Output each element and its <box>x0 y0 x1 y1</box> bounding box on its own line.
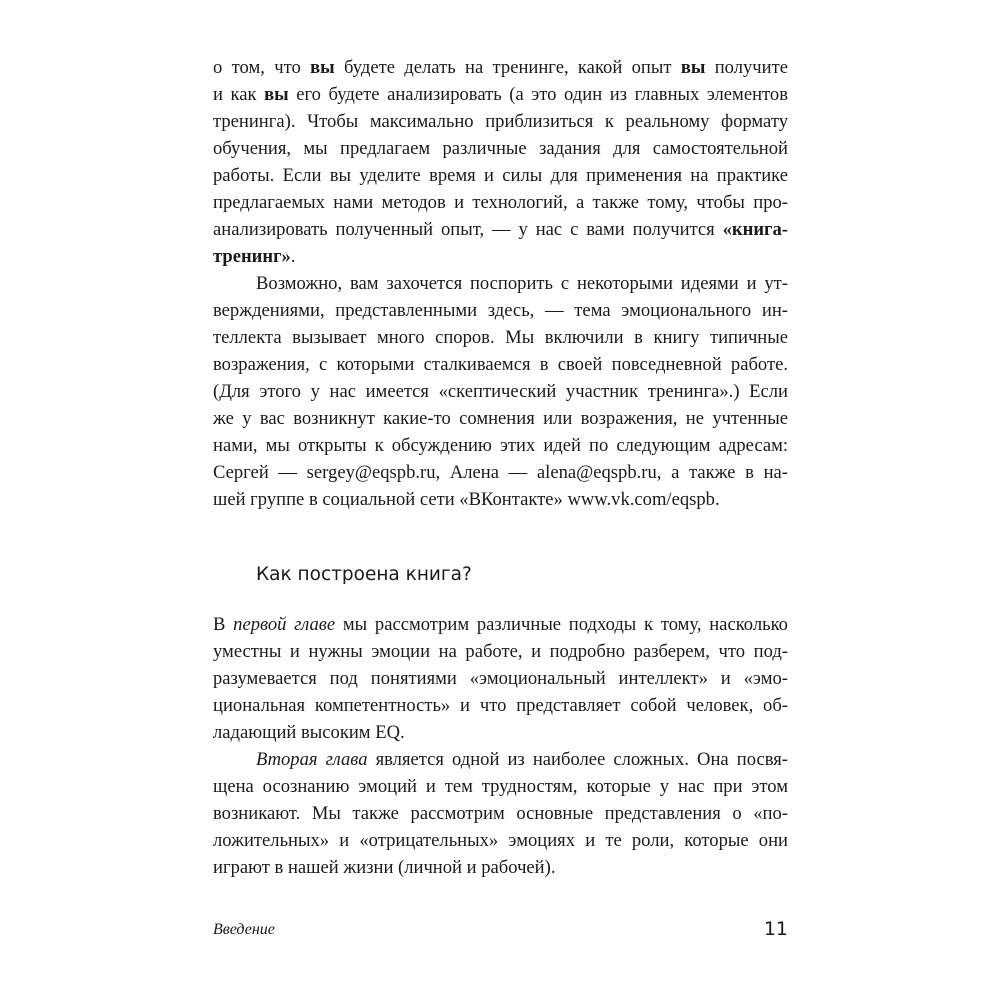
text-line <box>213 243 788 270</box>
text-line <box>213 324 788 351</box>
text-line <box>213 746 788 773</box>
text-line <box>213 351 788 378</box>
text-line <box>213 611 788 638</box>
text-line <box>213 297 788 324</box>
text-line <box>213 189 788 216</box>
text-line <box>213 405 788 432</box>
text-line <box>213 827 788 854</box>
text-run: тренинга). Чтобы максимально приблизиться к реальному формату <box>213 111 788 132</box>
text-line <box>213 81 788 108</box>
text-run: нами, мы открыты к обсуждению этих идей по следующим адресам: <box>213 435 788 456</box>
text-run: анализировать полученный опыт, — у нас с вами получится <box>213 219 723 240</box>
text-run: В <box>213 614 234 635</box>
text-run: разумевается под понятиями «эмоциональный интеллект» и «эмо- <box>213 668 788 689</box>
section-heading: Как построена книга? <box>256 564 472 585</box>
text-run: является одной из наиболее сложных. Она посвя- <box>367 749 788 770</box>
text-run: ладающий высоким EQ. <box>213 722 405 743</box>
text-line <box>213 162 788 189</box>
text-run: обучения, мы предлагаем различные задания для самостоятельной <box>213 138 788 159</box>
text-run: шей группе в социальной сети «ВКонтакте» www.vk.com/eqspb. <box>213 489 720 510</box>
text-line <box>213 800 788 827</box>
text-run: циональная компетентность» и что представляет собой человек, об- <box>213 695 788 716</box>
text-run: щена осознанию эмоций и тем трудностям, которые у нас при этом <box>213 776 788 797</box>
text-run: (Для этого у нас имеется «скептический участник тренинга».) Если <box>213 381 788 402</box>
text-line <box>213 216 788 243</box>
text-line <box>213 135 788 162</box>
bold-text-run: вы <box>310 57 335 78</box>
italic-text-run: Вторая глава <box>256 749 368 770</box>
italic-text-run: первой главе <box>233 614 336 635</box>
text-line <box>213 773 788 800</box>
text-line <box>213 459 788 486</box>
chapters-text-block <box>213 611 788 881</box>
text-run: верждениями, представленными здесь, — тема эмоционального ин- <box>213 300 788 321</box>
text-line <box>213 638 788 665</box>
text-line <box>213 54 788 81</box>
intro-text-block <box>213 54 788 513</box>
text-line <box>213 486 788 513</box>
text-run: теллекта вызывает много споров. Мы включили в книгу типичные <box>213 327 788 348</box>
bold-text-run: «книга- <box>722 219 788 240</box>
text-run: возражения, с которыми сталкиваемся в своей повседневной работе. <box>213 354 788 375</box>
bold-text-run: тренинг» <box>213 246 291 267</box>
text-line <box>213 432 788 459</box>
text-run: Сергей — sergey@eqspb.ru, Алена — alena@eqspb.ru, а также в на- <box>213 462 788 483</box>
text-run: возникают. Мы также рассмотрим основные представления о «по- <box>213 803 788 824</box>
page-number: 11 <box>763 918 788 940</box>
bold-text-run: вы <box>264 84 289 105</box>
text-run: мы рассмотрим различные подходы к тому, насколько <box>335 614 788 635</box>
bold-text-run: вы <box>680 57 706 78</box>
text-run: работы. Если вы уделите время и силы для применения на практике <box>213 165 788 186</box>
text-run: . <box>290 246 296 267</box>
text-run: получите <box>705 57 788 78</box>
text-run: же у вас возникнут какие-то сомнения или возражения, не учтенные <box>213 408 788 429</box>
text-line <box>213 719 788 746</box>
text-line <box>213 692 788 719</box>
text-run: его будете анализировать (а это один из главных элементов <box>288 84 788 105</box>
text-run: и как <box>213 84 265 105</box>
text-line <box>213 378 788 405</box>
text-line <box>213 854 788 881</box>
text-run: будете делать на тренинге, какой опыт <box>334 57 681 78</box>
text-line <box>213 665 788 692</box>
text-run: о том, что <box>213 57 311 78</box>
text-line <box>213 270 788 297</box>
text-run: ложительных» и «отрицательных» эмоциях и те роли, которые они <box>213 830 788 851</box>
text-run: Возможно, вам захочется поспорить с некоторыми идеями и ут- <box>256 273 788 294</box>
text-line <box>213 108 788 135</box>
text-run: уместны и нужны эмоции на работе, и подробно разберем, что под- <box>213 641 788 662</box>
text-run: играют в нашей жизни (личной и рабочей). <box>213 857 556 878</box>
text-run: предлагаемых нами методов и технологий, а также тому, чтобы про- <box>213 192 788 213</box>
running-title: Введение <box>213 921 275 938</box>
